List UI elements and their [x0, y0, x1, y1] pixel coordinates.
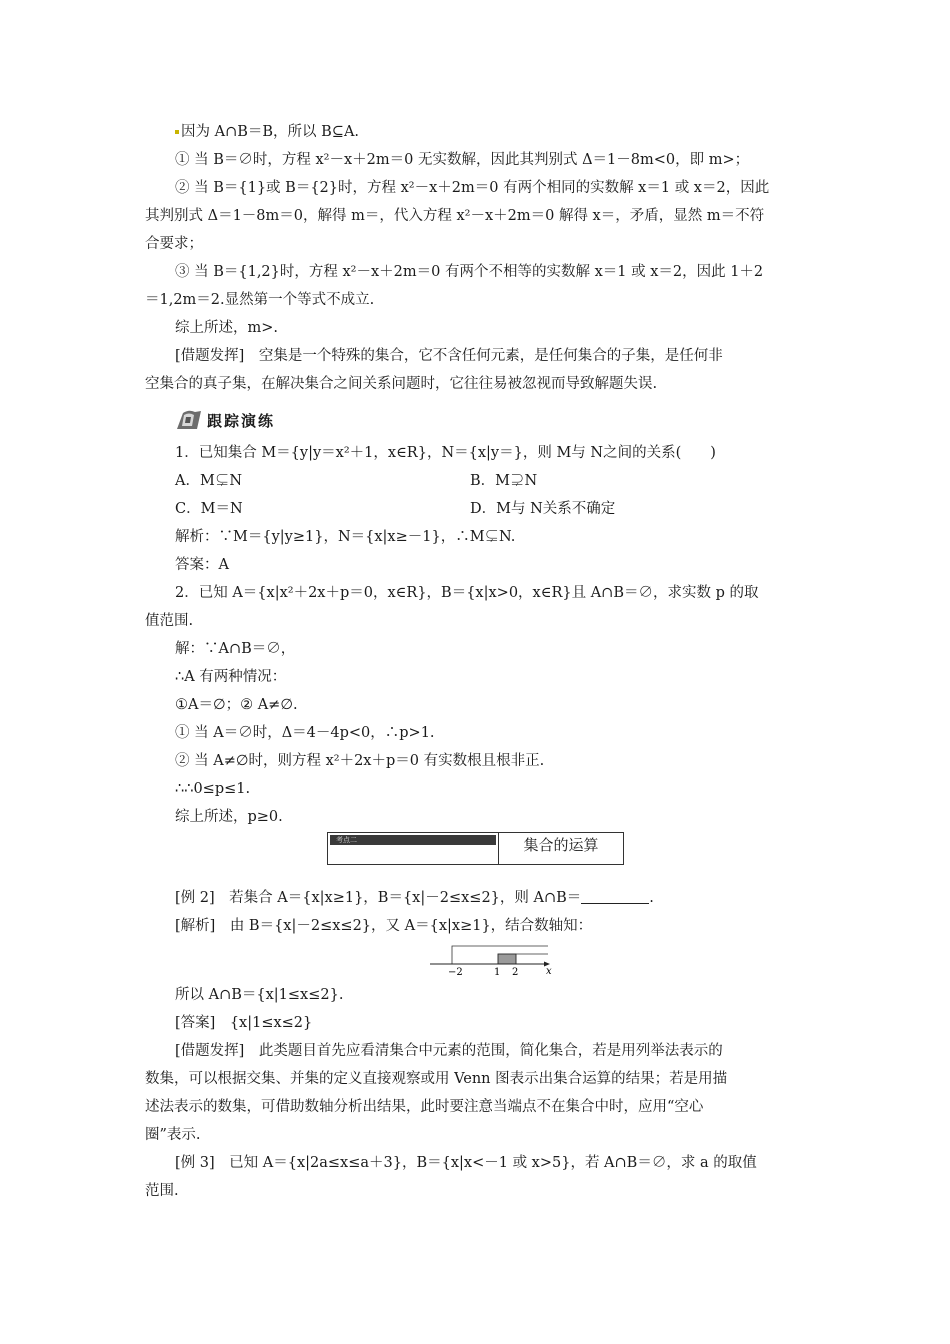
topic-badge-cell: [328, 833, 499, 864]
option-c: C．M＝N: [175, 501, 243, 517]
answer-blank: [581, 889, 649, 904]
text-line: 范围.: [145, 1183, 179, 1199]
practice-badge-icon: [175, 409, 203, 431]
section-title: 跟踪演练: [207, 412, 276, 430]
option-d: D．M与 N关系不确定: [470, 501, 616, 517]
tick-label: −2: [448, 967, 463, 978]
text-line: ∴A 有两种情况：: [175, 669, 287, 685]
text-line: 所以 A∩B＝{x|1≤x≤2}.: [175, 987, 344, 1003]
text-line: [解析] 由 B＝{x|－2≤x≤2}，又 A＝{x|x≥1}，结合数轴知：: [175, 918, 593, 934]
text-line: 数集，可以根据交集、并集的定义直接观察或用 Venn 图表示出集合运算的结果；若是用描: [145, 1071, 728, 1087]
axis-label: x: [546, 966, 552, 977]
text-line: 答案：A: [175, 557, 229, 573]
number-line-diagram: [428, 942, 558, 978]
example-line: [例 3] 已知 A＝{x|2a≤x≤a＋3}，B＝{x|x<－1 或 x>5}，若 A∩B＝∅，求 a 的取值: [175, 1155, 757, 1171]
topic-badge-bar: [330, 835, 496, 845]
option-b: B．M⊋N: [470, 473, 538, 489]
section-heading: [175, 409, 375, 431]
text-line: 圈”表示.: [145, 1127, 201, 1143]
text-line: 值范围.: [145, 613, 194, 629]
text-line: 2．已知 A＝{x|x²＋2x＋p＝0，x∈R}，B＝{x|x>0，x∈R}且 A∩B＝∅，求实数 p 的取: [175, 585, 759, 601]
text-line: [借题发挥] 空集是一个特殊的集合，它不含任何元素，是任何集合的子集，是任何非: [175, 348, 723, 364]
text-line: 其判别式 Δ＝1－8m＝0，解得 m＝，代入方程 x²－x＋2m＝0 解得 x＝，矛盾，显然 m＝不符: [145, 208, 765, 224]
topic-title: 集合的运算: [523, 836, 599, 854]
text-line: ① 当 B＝∅时，方程 x²－x＋2m＝0 无实数解，因此其判别式 Δ＝1－8m<0，即 m>；: [175, 152, 750, 168]
text-line: 综上所述，m>.: [175, 320, 279, 336]
text-line: 综上所述，p≥0.: [175, 809, 283, 825]
text-line: ＝1,2m＝2.显然第一个等式不成立.: [145, 292, 375, 308]
tick-label: 2: [512, 967, 519, 978]
text-line: 合要求；: [145, 236, 203, 252]
example-line: [例 2] 若集合 A＝{x|x≥1}，B＝{x|－2≤x≤2}，则 A∩B＝ .: [175, 890, 654, 906]
topic-badge: 考点二: [336, 836, 357, 844]
text-line: ② 当 B＝{1}或 B＝{2}时，方程 x²－x＋2m＝0 有两个相同的实数解 x＝1 或 x＝2，因此: [175, 180, 770, 196]
text-line: ③ 当 B＝{1,2}时，方程 x²－x＋2m＝0 有两个不相等的实数解 x＝1 或 x＝2，因此 1＋2: [175, 264, 764, 280]
text-line: [答案] {x|1≤x≤2}: [175, 1015, 313, 1031]
topic-header-box: [327, 832, 624, 865]
text-line: [借题发挥] 此类题目首先应看清集合中元素的范围，简化集合，若是用列举法表示的: [175, 1043, 723, 1059]
text-line: ② 当 A≠∅时，则方程 x²＋2x＋p＝0 有实数根且根非正.: [175, 753, 545, 769]
intersection-shade: [498, 954, 516, 964]
text-line: ① 当 A＝∅时，Δ＝4－4p<0，∴p>1.: [175, 725, 435, 741]
question-line: 1．已知集合 M＝{y|y＝x²＋1，x∈R}，N＝{x|y＝}，则 M与 N之间的关系( ): [175, 445, 716, 461]
text-line: 因为 A∩B＝B，所以 B⊆A.: [175, 122, 359, 142]
tick-label: 1: [494, 967, 501, 978]
margin-marker-icon: [175, 130, 179, 134]
text-line: ①A＝∅；② A≠∅.: [175, 697, 298, 713]
text-line: 空集合的真子集，在解决集合之间关系问题时，它往往易被忽视而导致解题失误.: [145, 376, 658, 392]
text-line: 述法表示的数集，可借助数轴分析出结果，此时要注意当端点不在集合中时，应用“空心: [145, 1099, 704, 1115]
text-line: 解：∵A∩B＝∅，: [175, 641, 296, 657]
text-line: 解析：∵M＝{y|y≥1}，N＝{x|x≥－1}，∴M⊊N.: [175, 529, 516, 545]
option-a: A．M⊊N: [175, 473, 243, 489]
text-line: ∴∴0≤p≤1.: [175, 781, 251, 797]
